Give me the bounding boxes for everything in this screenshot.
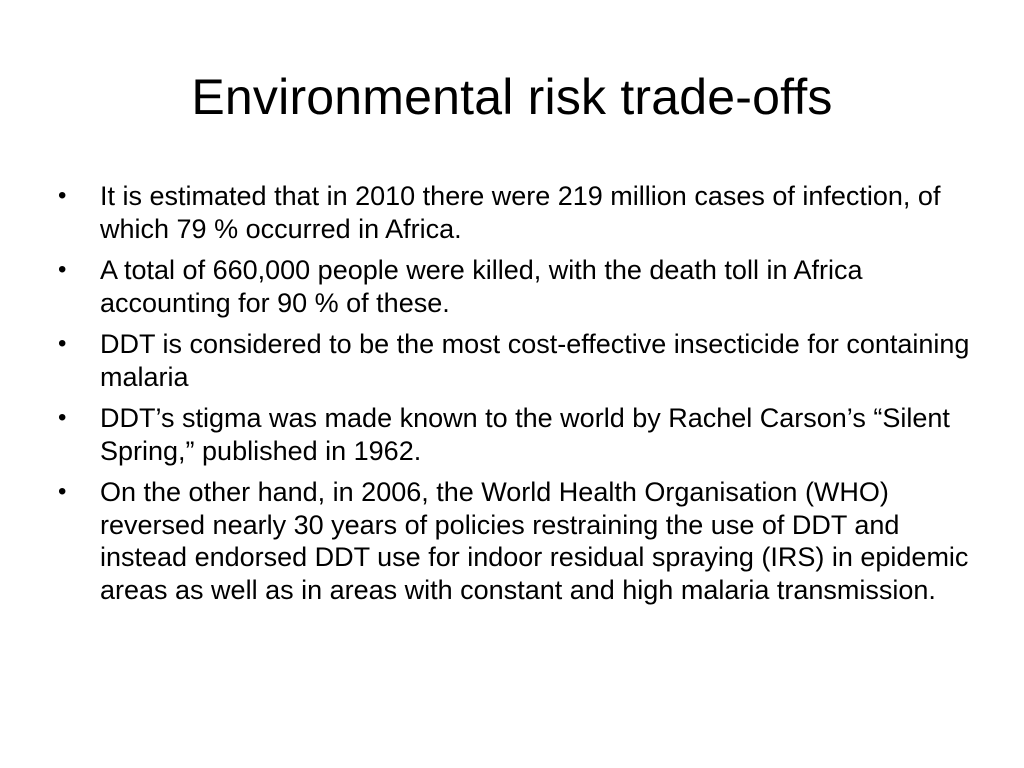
bullet-icon: • <box>58 478 67 505</box>
bullet-item <box>58 476 978 606</box>
bullet-text: DDT’s stigma was made known to the world by Rachel Carson’s “Silent Spring,” published in 1962. <box>100 403 950 466</box>
slide-title: Environmental risk trade-offs <box>191 69 833 125</box>
bullet-icon: • <box>58 404 67 431</box>
bullet-text: DDT is considered to be the most cost-effective insecticide for containing malaria <box>100 329 970 392</box>
bullet-text: It is estimated that in 2010 there were 219 million cases of infection, of which 79 % occurred in Africa. <box>100 181 941 244</box>
bullet-text: A total of 660,000 people were killed, with the death toll in Africa accounting for 90 % of these. <box>100 255 863 318</box>
bullet-item <box>58 402 978 467</box>
bullet-icon: • <box>58 182 67 209</box>
bullet-icon: • <box>58 330 67 357</box>
bullet-list <box>58 180 978 615</box>
bullet-icon: • <box>58 256 67 283</box>
bullet-item <box>58 328 978 393</box>
bullet-text: On the other hand, in 2006, the World Health Organisation (WHO) reversed nearly 30 years of policies restraining the use of DDT and instead endorsed DDT use for indoor residual spraying (IRS) in epidemic areas as well as in areas with constant and high malaria transmission. <box>100 477 969 605</box>
bullet-item <box>58 254 978 319</box>
bullet-item <box>58 180 978 245</box>
